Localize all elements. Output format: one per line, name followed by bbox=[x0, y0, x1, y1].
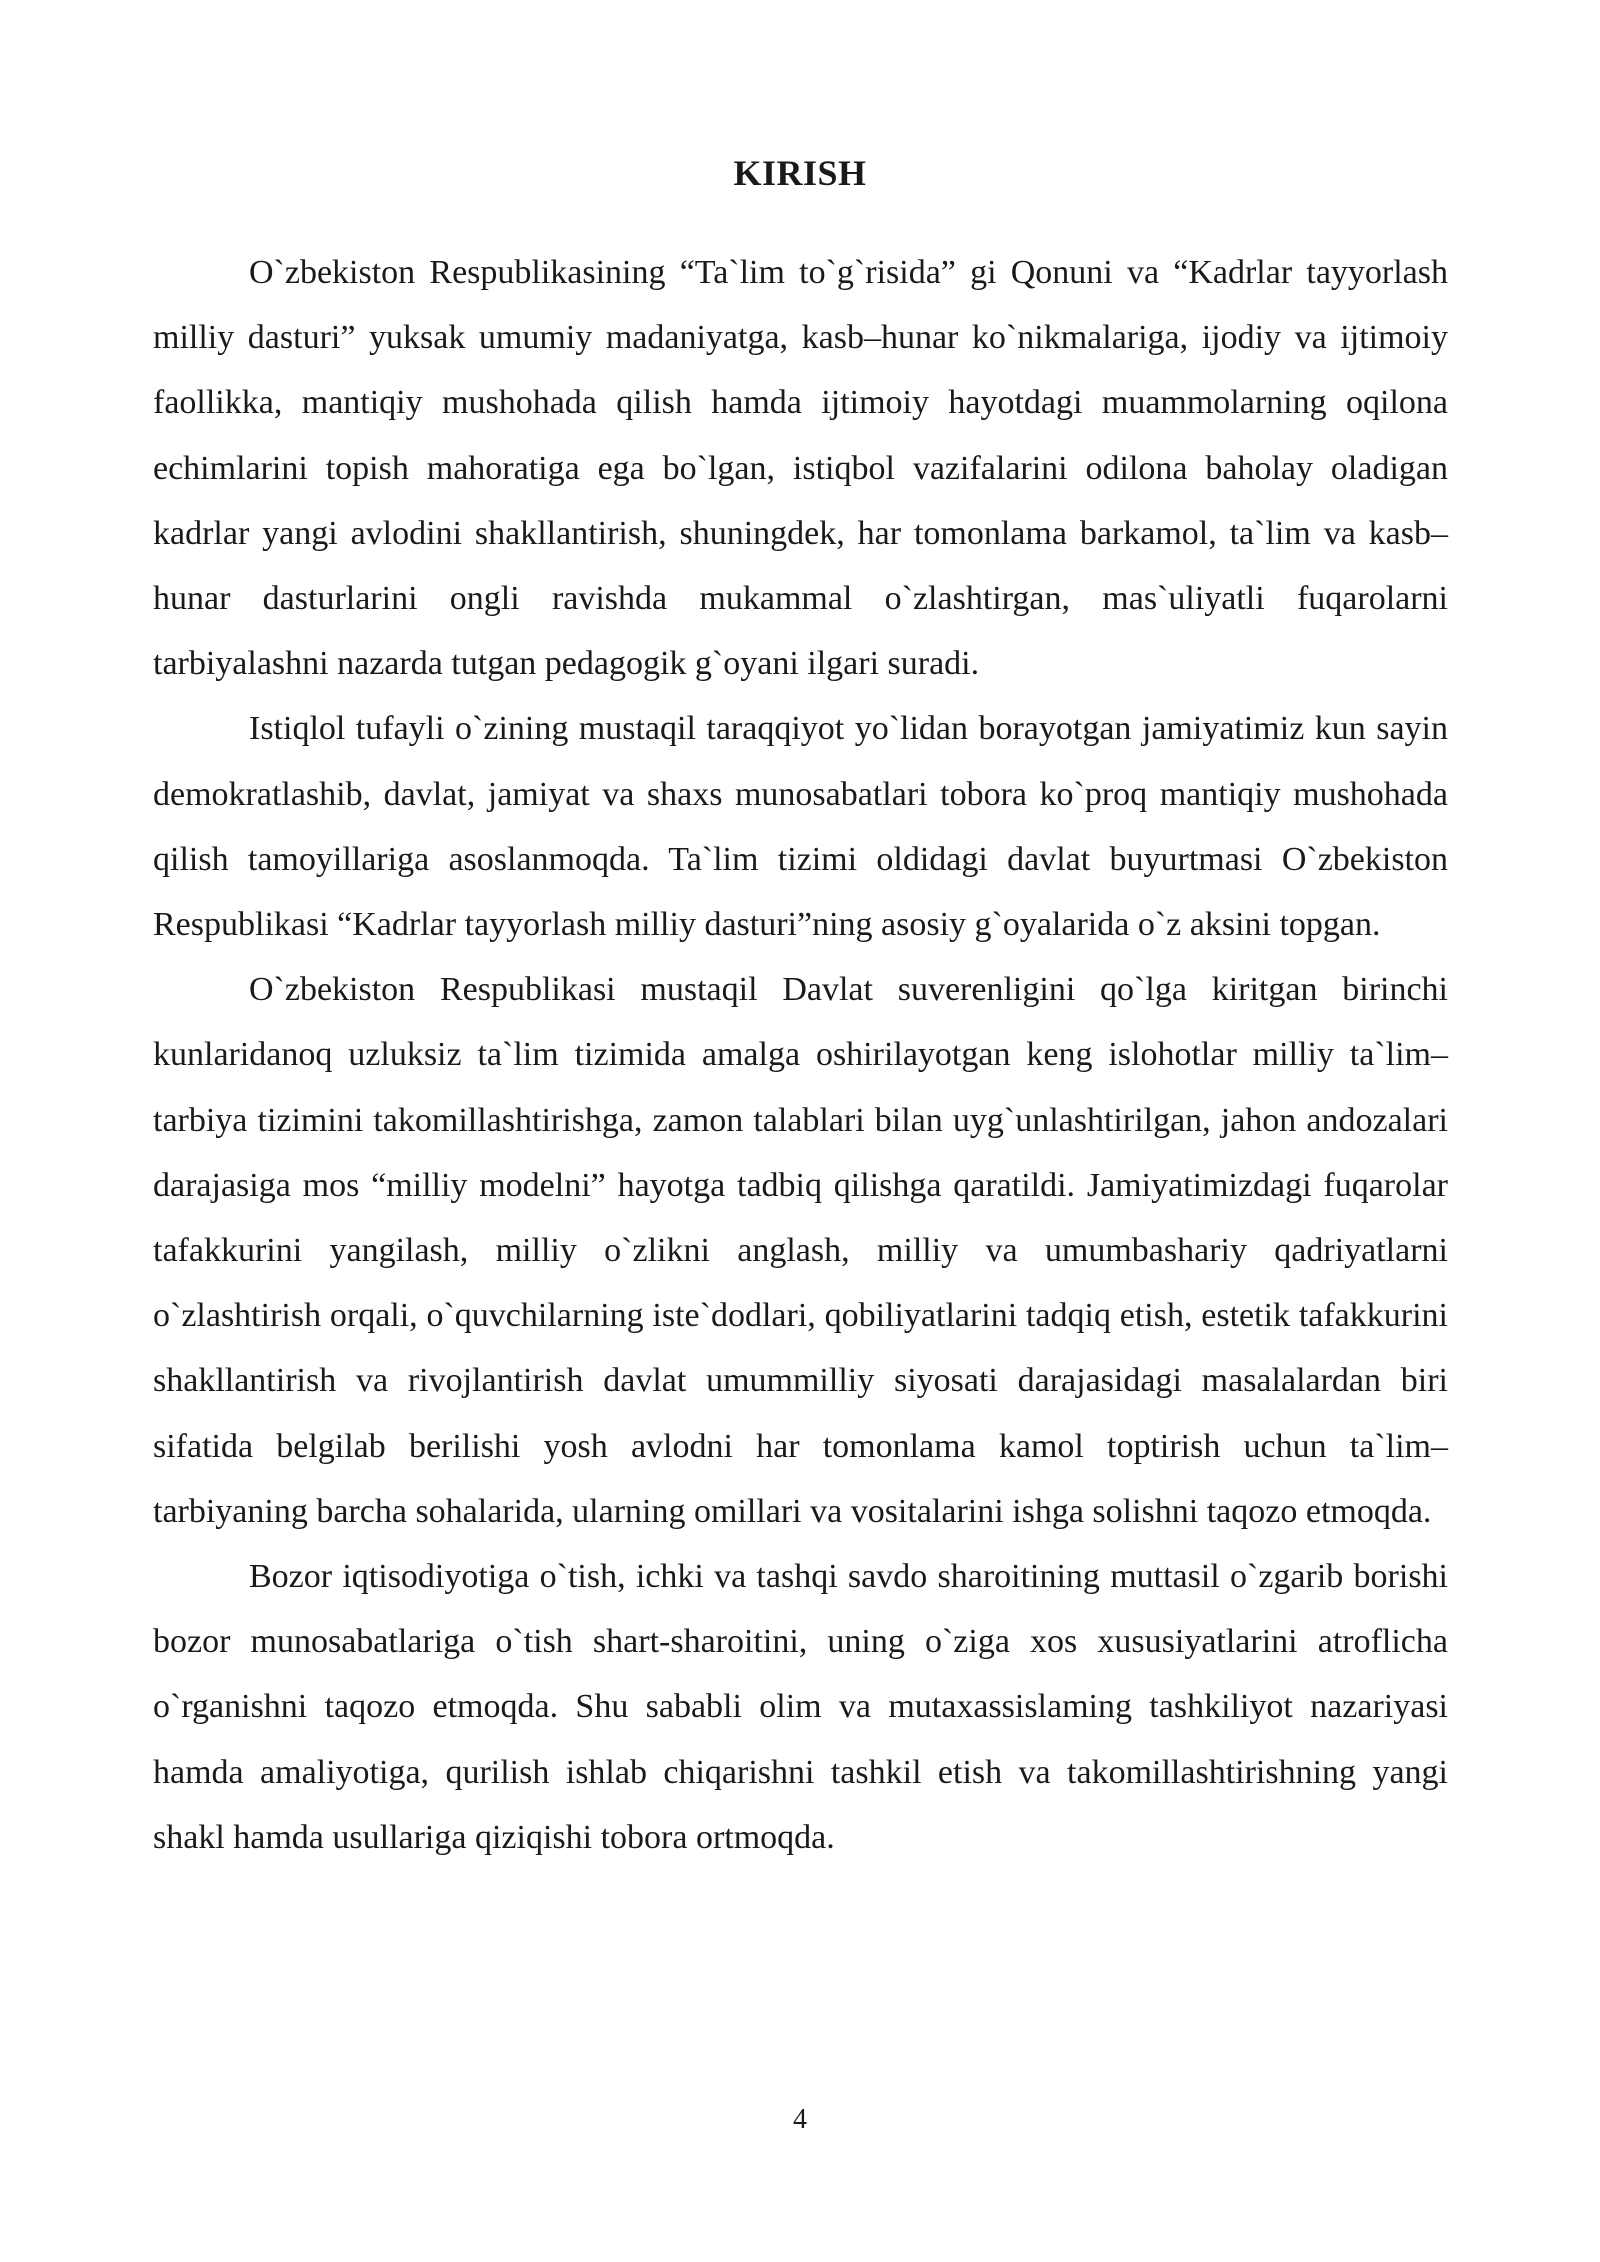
page-title: KIRISH bbox=[733, 153, 867, 193]
body-text bbox=[153, 240, 1448, 1870]
paragraph-1: O`zbekiston Respublikasining “Ta`lim to`g`risida” gi Qonuni va “Kadrlar tayyorlash milliy dasturi” yuksak umumiy madaniyatga, kasb–hunar ko`nikmalariga, ijodiy va ijtimoiy faollikka, mantiqiy mushohada qilish hamda ijtimoiy hayotdagi muammolarning oqilona echimlarini topish mahoratiga ega bo`lgan, istiqbol vazifalarini odilona baholay oladigan kadrlar yangi avlodini shakllantirish, shuningdek, har tomonlama barkamol, ta`lim va kasb–hunar dasturlarini ongli ravishda mukammal o`zlashtirgan, mas`uliyatli fuqarolarni tarbiyalashni nazarda tutgan pedagogik g`oyani ilgari suradi. bbox=[153, 254, 1448, 683]
page-number: 4 bbox=[793, 2104, 807, 2135]
paragraph-3: O`zbekiston Respublikasi mustaqil Davlat suverenligini qo`lga kiritgan birinchi kunlaridanoq uzluksiz ta`lim tizimida amalga oshirilayotgan keng islohotlar milliy ta`lim–tarbiya tizimini takomillashtirishga, zamon talablari bilan uyg`unlashtirilgan, jahon andozalari darajasiga mos “milliy modelni” hayotga tadbiq qilishga qaratildi. Jamiyatimizdagi fuqarolar tafakkurini yangilash, milliy o`zlikni anglash, milliy va umumbashariy qadriyatlarni o`zlashtirish orqali, o`quvchilarning iste`dodlari, qobiliyatlarini tadqiq etish, estetik tafakkurini shakllantirish va rivojlantirish davlat umummilliy siyosati darajasidagi masalalardan biri sifatida belgilab berilishi yosh avlodni har tomonlama kamol toptirish uchun ta`lim–tarbiyaning barcha sohalarida, ularning omillari va vositalarini ishga solishni taqozo etmoqda. bbox=[153, 971, 1448, 1530]
paragraph-2: Istiqlol tufayli o`zining mustaqil taraqqiyot yo`lidan borayotgan jamiyatimiz kun sayin demokratlashib, davlat, jamiyat va shaxs munosabatlari tobora ko`proq mantiqiy mushohada qilish tamoyillariga asoslanmoqda. Ta`lim tizimi oldidagi davlat buyurtmasi O`zbekiston Respublikasi “Kadrlar tayyorlash milliy dasturi”ning asosiy g`oyalarida o`z aksini topgan. bbox=[153, 710, 1448, 944]
paragraph-4: Bozor iqtisodiyotiga o`tish, ichki va tashqi savdo sharoitining muttasil o`zgarib borishi bozor munosabatlariga o`tish shart-sharoitini, uning o`ziga xos xususiyatlarini atroflicha o`rganishni taqozo etmoqda. Shu sababli olim va mutaxassislaming tashkiliyot nazariyasi hamda amaliyotiga, qurilish ishlab chiqarishni tashkil etish va takomillashtirishning yangi shakl hamda usullariga qiziqishi tobora ortmoqda. bbox=[153, 1558, 1448, 1856]
